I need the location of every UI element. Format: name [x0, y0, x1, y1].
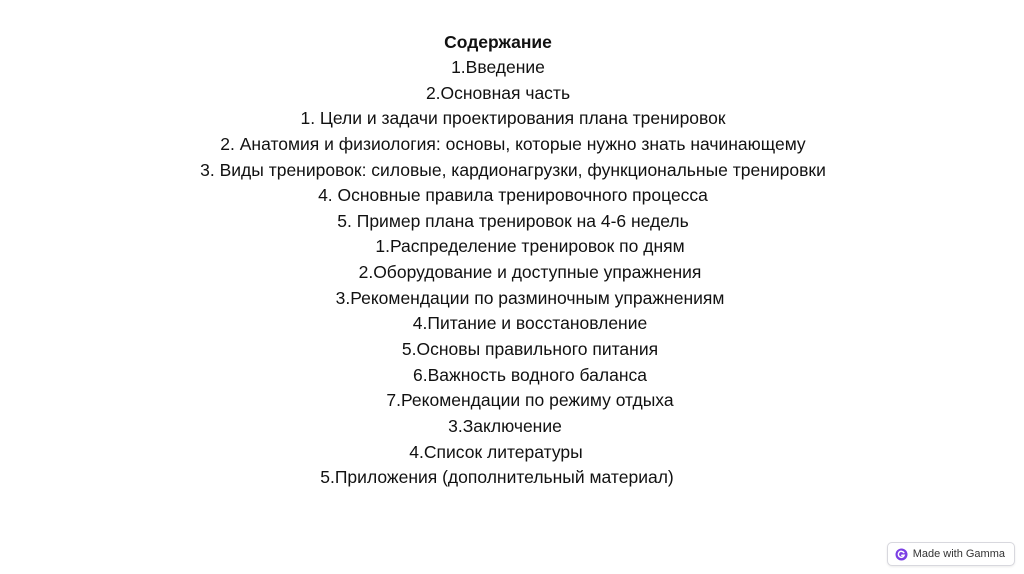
toc-item: 1.Введение: [451, 57, 545, 77]
toc-item: 4.Питание и восстановление: [412, 313, 648, 333]
toc-item: 2.Основная часть: [425, 83, 571, 103]
toc-item: 3.Рекомендации по разминочным упражнениям: [335, 288, 725, 308]
toc-item: 7.Рекомендации по режиму отдыха: [386, 390, 674, 410]
toc-item: 5.Приложения (дополнительный материал): [320, 467, 674, 487]
toc-item: 1. Цели и задачи проектирования плана тренировок: [300, 108, 726, 128]
toc-item: 1.Распределение тренировок по дням: [375, 236, 685, 256]
toc-item: 5.Основы правильного питания: [401, 339, 659, 359]
toc-item: 4. Основные правила тренировочного процесса: [318, 185, 708, 205]
toc-item: 2.Оборудование и доступные упражнения: [358, 262, 702, 282]
toc-item: 4.Список литературы: [409, 442, 583, 462]
toc-item: 5. Пример плана тренировок на 4-6 недель: [337, 211, 689, 231]
toc-item: 2. Анатомия и физиология: основы, которые нужно знать начинающему: [220, 134, 806, 154]
toc-item: 3. Виды тренировок: силовые, кардионагрузки, функциональные тренировки: [200, 160, 826, 180]
toc-item: 6.Важность водного баланса: [413, 365, 647, 385]
toc-title: Содержание: [444, 32, 552, 52]
toc-item: 3.Заключение: [448, 416, 562, 436]
gamma-logo-icon: [895, 548, 908, 561]
made-with-gamma-badge[interactable]: [887, 542, 1015, 566]
badge-label: Made with Gamma: [912, 548, 1005, 560]
